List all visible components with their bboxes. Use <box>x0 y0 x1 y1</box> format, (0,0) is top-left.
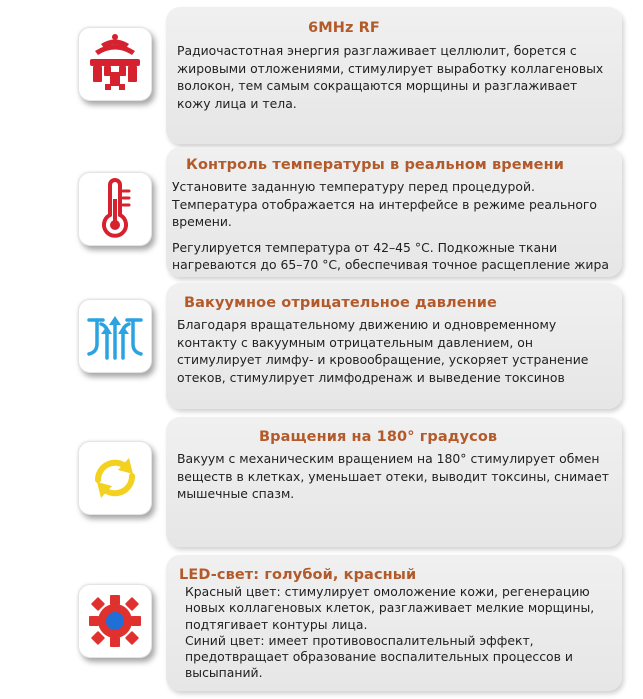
feature-paragraph: Вакуум с механическим вращением на 180° стимулирует обмен веществ в клетках, уменьшает отеки, выводит токсины, снимает мышечные спазм. <box>177 451 609 502</box>
thermometer-icon <box>79 173 151 245</box>
feature-text-rf <box>177 42 613 112</box>
feature-icon-box-vacuum <box>78 299 152 373</box>
feature-paragraph: Синий цвет: имеет противовоспалительный эффект, предотвращает образование воспалительных процессов и высыпаний. <box>185 632 573 681</box>
feature-title-led: LED-свет: голубой, красный <box>179 567 417 583</box>
feature-icon-box-rotation <box>78 441 152 515</box>
feature-paragraph: Радиочастотная энергия разглаживает целлюлит, борется с жировыми отложениями, стимулирует выработку коллагеновых волокон, тем самым сокращаются морщины и разглаживает кожу лица и тела. <box>177 43 604 111</box>
feature-icon-box-led <box>78 584 152 658</box>
feature-text-rotation <box>177 450 613 503</box>
feature-title-temperature: Контроль температуры в реальном времени <box>186 157 564 173</box>
feature-paragraph: Регулируется температура от 42–45 °C. Подкожные ткани нагреваются до 65–70 °C, обеспечивая точное расщепление жира <box>172 239 609 273</box>
feature-icon-box-temperature <box>78 172 152 246</box>
feature-icon-box-rf <box>78 27 152 101</box>
feature-paragraph: Благодаря вращательному движению и одновременному контакту с вакуумным отрицательным давлением, он стимулирует лимфу- и кровообращение, ускоряет устранение отеков, стимулирует лимфодренаж и выведение токсинов <box>177 317 589 385</box>
feature-title-vacuum: Вакуумное отрицательное давление <box>184 295 497 311</box>
feature-paragraph: Красный цвет: стимулирует омоложение кожи, регенерацию новых коллагеновых клеток, разглаживает мелкие морщины, подтягивает контуры лица. <box>185 584 595 632</box>
feature-paragraph: Установите заданную температуру перед процедурой. Температура отображается на интерфейсе в режиме реального времени. <box>172 179 598 230</box>
rf-wave-icon <box>79 28 151 100</box>
feature-text-vacuum <box>177 316 617 386</box>
rotation-arrows-icon <box>79 442 151 514</box>
feature-text-temperature <box>172 178 614 274</box>
feature-text-led <box>185 584 617 682</box>
vacuum-arrows-icon <box>79 300 151 372</box>
feature-title-rf: 6MHz RF <box>308 20 380 36</box>
led-gear-icon <box>79 585 151 657</box>
feature-title-rotation: Вращения на 180° градусов <box>259 429 498 445</box>
